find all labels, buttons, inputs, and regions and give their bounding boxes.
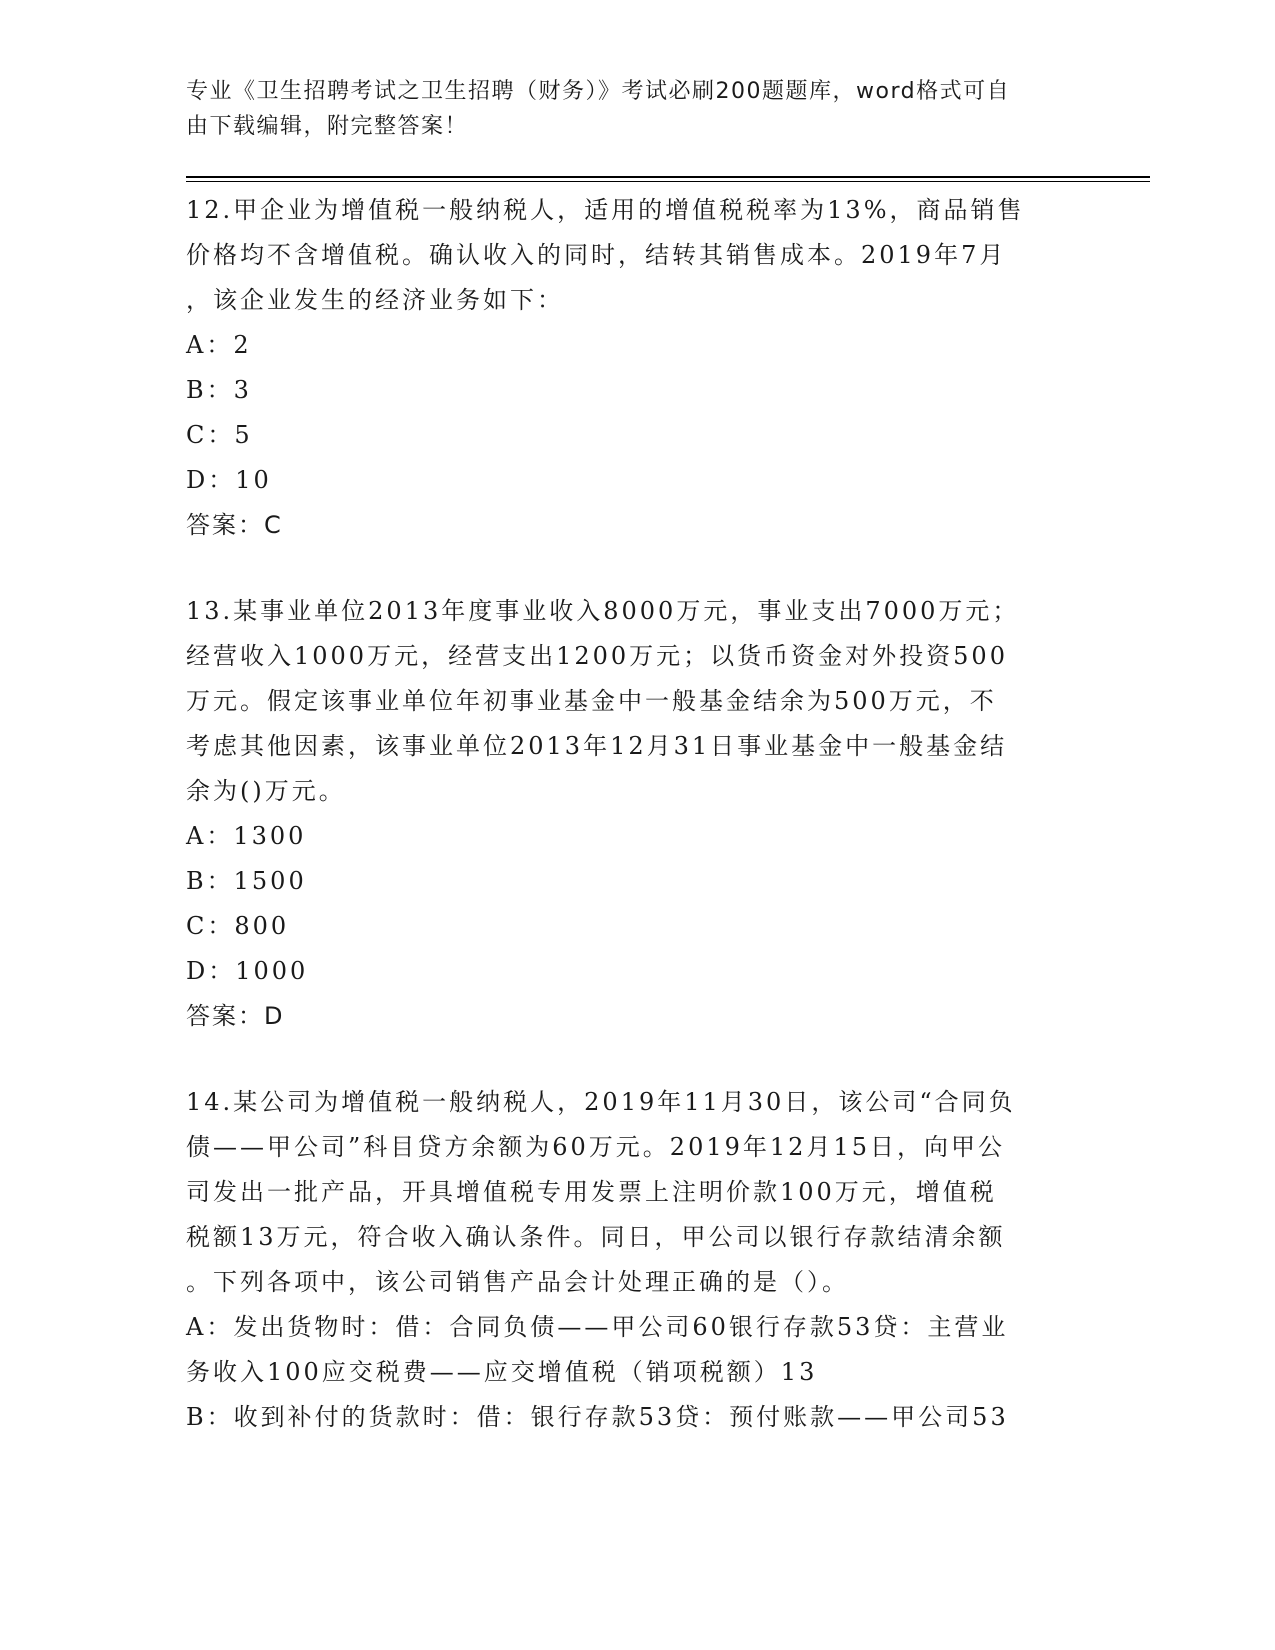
option-b: B：1500 [186, 867, 307, 895]
question-stem-line: 万元。假定该事业单位年初事业基金中一般基金结余为500万元，不 [186, 687, 997, 715]
question-stem-line: 债——甲公司”科目贷方余额为60万元。2019年12月15日，向甲公 [186, 1133, 1005, 1161]
answer-line: 答案：D [186, 1002, 285, 1030]
option-a: A：2 [186, 331, 252, 359]
question-stem-line: 12.甲企业为增值税一般纳税人，适用的增值税税率为13%，商品销售 [186, 196, 1025, 224]
question-stem-line: 价格均不含增值税。确认收入的同时，结转其销售成本。2019年7月 [186, 241, 1007, 269]
question-stem-line: 税额13万元，符合收入确认条件。同日，甲公司以银行存款结清余额 [186, 1223, 1006, 1251]
question-12 [186, 188, 1076, 548]
header-line-1: 专业《卫生招聘考试之卫生招聘（财务）》考试必刷200题题库，word格式可自 [186, 79, 1011, 104]
header-divider-thick [186, 176, 1150, 178]
question-stem-line: 。下列各项中，该公司销售产品会计处理正确的是（）。 [186, 1268, 849, 1296]
question-stem-line: 考虑其他因素，该事业单位2013年12月31日事业基金中一般基金结 [186, 732, 1008, 760]
question-stem-line: 13.某事业单位2013年度事业收入8000万元，事业支出7000万元； [186, 597, 1020, 625]
option-d: D：1000 [186, 957, 309, 985]
option-a: A：发出货物时：借：合同负债——甲公司60银行存款53贷：主营业 [186, 1313, 1009, 1341]
question-stem-line: 14.某公司为增值税一般纳税人，2019年11月30日，该公司“合同负 [186, 1088, 1016, 1116]
answer-line: 答案：C [186, 511, 283, 539]
question-list [186, 188, 1076, 1440]
question-stem-line: 经营收入1000万元，经营支出1200万元；以货币资金对外投资500 [186, 642, 1008, 670]
document-header [186, 74, 1066, 144]
option-a: A：1300 [186, 822, 307, 850]
question-14 [186, 1080, 1076, 1440]
option-d: D：10 [186, 466, 272, 494]
question-stem-line: 余为()万元。 [186, 777, 346, 805]
question-13 [186, 589, 1076, 1039]
header-line-2: 由下载编辑，附完整答案！ [186, 114, 469, 139]
option-b: B：收到补付的货款时：借：银行存款53贷：预付账款——甲公司53 [186, 1403, 1009, 1431]
option-b: B：3 [186, 376, 252, 404]
question-stem-line: ，该企业发生的经济业务如下： [186, 286, 564, 314]
option-a-continued: 务收入100应交税费——应交增值税（销项税额）13 [186, 1358, 818, 1386]
option-c: C：5 [186, 421, 253, 449]
header-divider-thin [186, 181, 1150, 182]
option-c: C：800 [186, 912, 290, 940]
question-stem-line: 司发出一批产品，开具增值税专用发票上注明价款100万元，增值税 [186, 1178, 997, 1206]
